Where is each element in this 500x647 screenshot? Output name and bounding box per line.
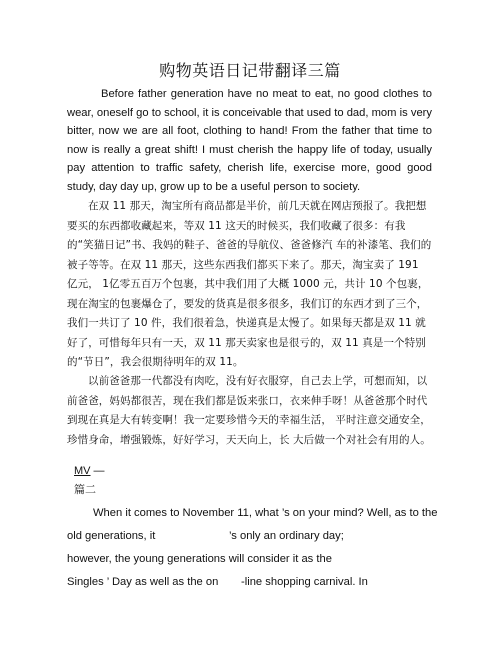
section-heading-2: 篇二 xyxy=(74,483,96,496)
essay2-line-2b: ’s only an ordinary day; xyxy=(229,530,344,542)
essay1-english-paragraph: Before father generation have no meat to eat, no good clothes to wear, oneself go to school, it is conceivable that used to dad, mom is very bitter, now we are all foot, clothing to hand! From the father that time to now is really a great shift! I must cherish the happy life of today, usually pay attention to traffic safety, cherish life, exercise more, good good study, day day up, grow up to be a useful person to society. xyxy=(67,88,432,193)
document-title: 购物英语日记带翻译三篇 xyxy=(159,61,341,80)
essay2-line-2a: old generations, it xyxy=(67,530,156,542)
essay2-line-3: however, the young generations will consider it as the xyxy=(67,553,332,565)
essay2-line-1: When it comes to November 11, what ’s on your mind? Well, as to the xyxy=(93,507,438,519)
essay2-line-4b: -line shopping carnival. In xyxy=(241,576,368,588)
essay1-chinese-paragraph-1: 在双 11 那天，淘宝所有商品都是半价，前几天就在网店预报了。我把想要买的东西都收藏起来，等双 11 这天的时候买，我们收藏了很多：有我的“笑猫日记”书、我妈的鞋子、爸爸的导航仪、爸爸修汽 车的补漆笔、我们的被子等等。在双 11 那天，这些东西我们都买下来了。那天，淘宝卖了 191 亿元， 1亿零五百万个包裹，其中我们用了大概 1000 元，共计 10 个包裹，现在淘宝的包裹爆仓了，要发的货真是很多很多，我们订的东西才到了三个，我们一共订了 10 件，我们很着急，快递真是太慢了。如果每天都是双 11 就好了，可惜每年只有一天，双 11 那天卖家也是很亏的，双 11 真是一个特别的“节日”，我会很期待明年的双 11。 xyxy=(67,200,432,368)
essay2-line-4a: Singles ’ Day as well as the on xyxy=(67,576,219,588)
mv-label: MV xyxy=(74,465,91,477)
mv-marker xyxy=(74,465,105,477)
essay1-chinese-paragraph-2: 以前爸爸那一代都没有肉吃，没有好衣服穿，自己去上学，可想而知，以前爸爸，妈妈都很苦，现在我们都是饭来张口，衣来伸手呀！从爸爸那个时代到现在真是大有转变啊！我一定要珍惜今天的幸福生活， 平时注意交通安全，珍惜身命，增强锻炼，好好学习，天天向上，长 大后做一个对社会有用的人。 xyxy=(67,375,431,446)
mv-dash: — xyxy=(90,465,105,477)
